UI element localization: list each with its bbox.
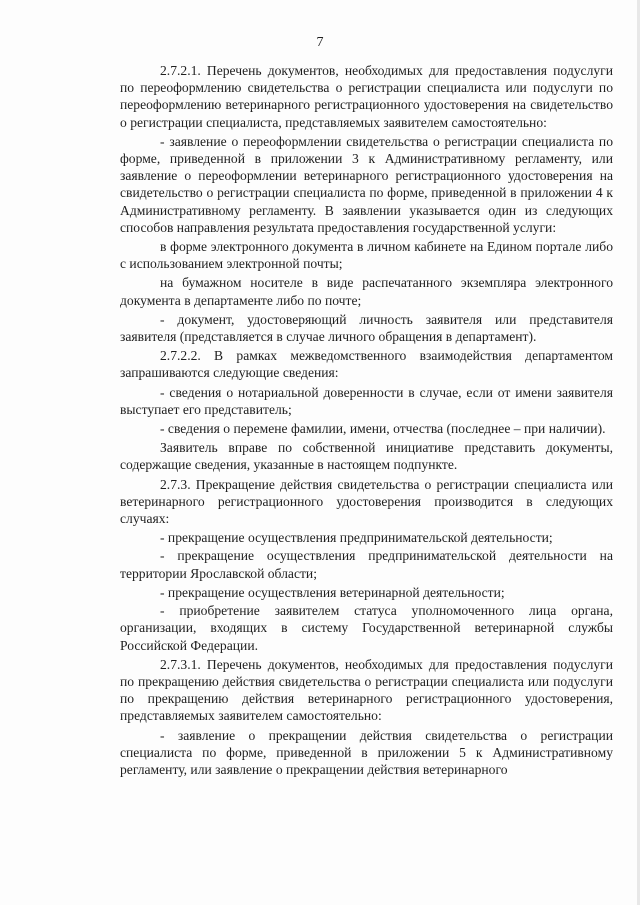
document-body [120,62,613,780]
list-item-paper-form: на бумажном носителе в виде распечатанного экземпляра электронного документа в департаменте либо по почте; [120,275,613,308]
list-item-application-termination: - заявление о прекращении действия свидетельства о регистрации специалиста по форме, приведенной в приложении 5 к Административному регламенту, или заявление о прекращении действия ветеринарного [120,727,613,777]
paragraph-2-7-3: 2.7.3. Прекращение действия свидетельства о регистрации специалиста или ветеринарного регистрационного удостоверения производится в следующих случаях: [120,476,613,527]
list-item-authorized-status: - приобретение заявителем статуса уполномоченного лица органа, организации, входящих в систему Государственной ветеринарной службы Российской Федерации. [120,603,613,653]
paragraph-2-7-2-1: 2.7.2.1. Перечень документов, необходимых для предоставления подуслуги по переоформлению свидетельства о регистрации специалиста или подуслуги по переоформлению ветеринарного регистрационного удостоверения на свидетельство о регистрации специалиста, представляемых заявителем самостоятельно: [120,63,613,130]
page-number: 7 [316,35,324,50]
list-item-name-change: - сведения о перемене фамилии, имени, отчества (последнее – при наличии). [160,421,606,437]
list-item-vet-termination: - прекращение осуществления ветеринарной деятельности; [160,584,505,600]
list-item-electronic-form: в форме электронного документа в личном кабинете на Едином портале либо с использованием электронной почты; [120,239,613,272]
list-item-application-reissue: - заявление о переоформлении свидетельства о регистрации специалиста по форме, приведенной в приложении 3 к Административному регламенту, или заявление о переоформлении ветеринарного регистрационного удостоверения на свидетельство о регистрации специалиста по форме, приведенной в приложении 4 к Административному регламенту. В заявлении указывается один из следующих способов направления результата предоставления государственной услуги: [120,133,613,235]
list-item-notarial-power: - сведения о нотариальной доверенности в случае, если от имени заявителя выступает его представитель; [120,384,613,417]
paragraph-applicant-right: Заявитель вправе по собственной инициативе представить документы, содержащие сведения, указанные в настоящем подпункте. [120,440,613,473]
list-item-business-termination-region: - прекращение осуществления предпринимательской деятельности на территории Ярославской области; [120,548,613,581]
paragraph-2-7-2-2: 2.7.2.2. В рамках межведомственного взаимодействия департаментом запрашиваются следующие сведения: [120,348,613,381]
list-item-identity-document: - документ, удостоверяющий личность заявителя или представителя заявителя (представляется в случае личного обращения в департамент). [120,311,613,345]
paragraph-2-7-3-1: 2.7.3.1. Перечень документов, необходимых для предоставления подуслуги по прекращению действия свидетельства о регистрации специалиста или подуслуги по прекращению действия ветеринарного регистрационного удостоверения, представляемых заявителем самостоятельно: [120,656,613,724]
list-item-business-termination: - прекращение осуществления предпринимательской деятельности; [160,530,553,546]
